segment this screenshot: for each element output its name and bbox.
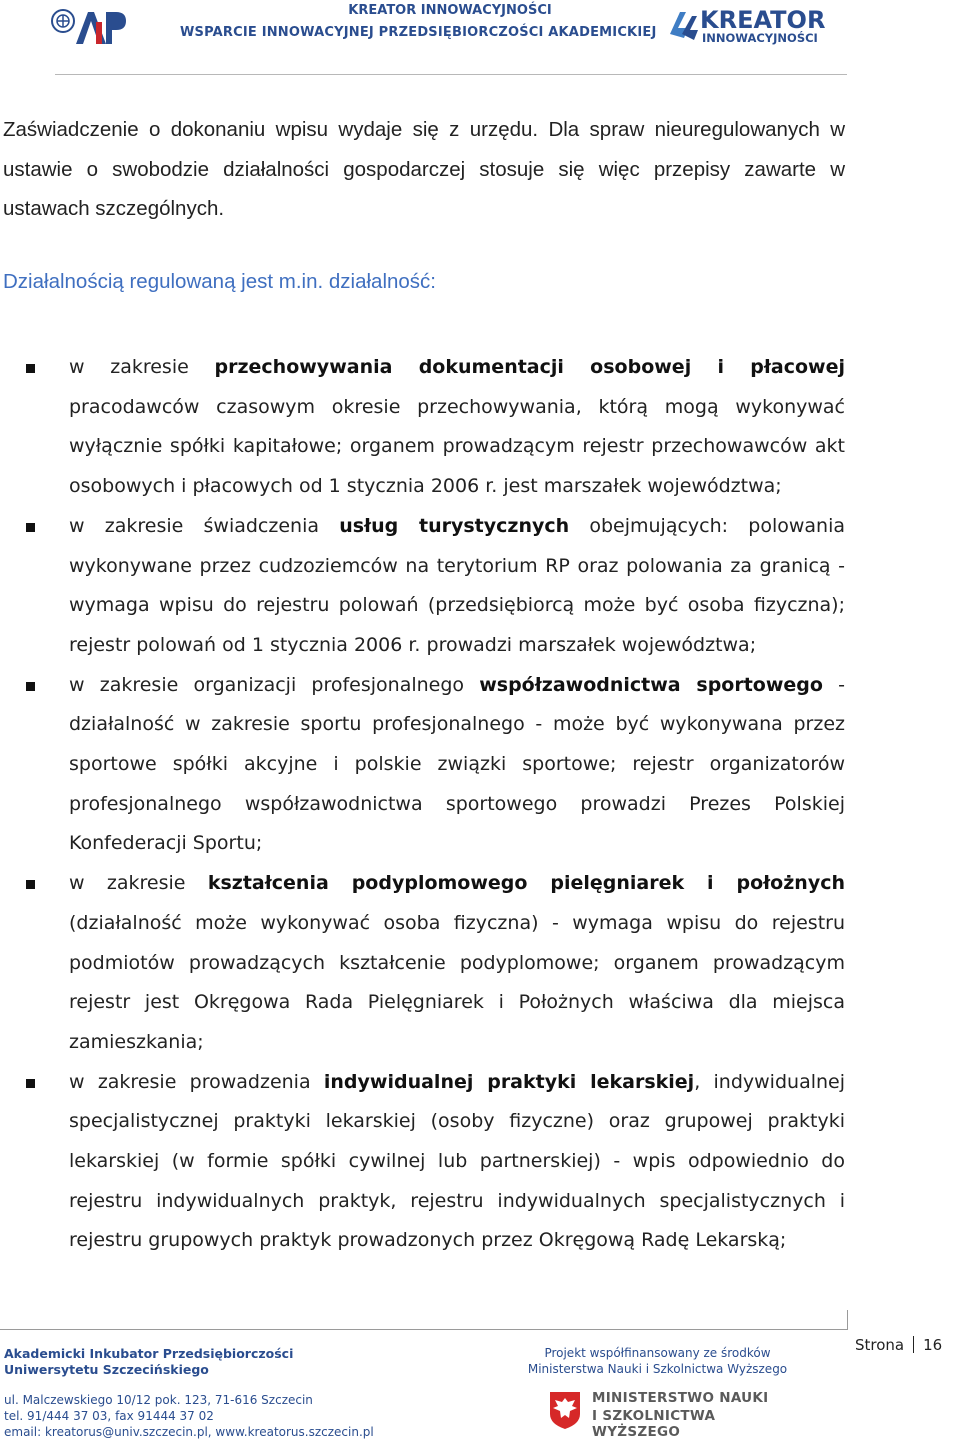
header-divider <box>55 74 847 75</box>
footer-org-line1: Akademicki Inkubator Przedsiębiorczości <box>4 1346 294 1361</box>
item-text-bold: przechowywania dokumentacji osobowej i płacowej <box>214 356 845 378</box>
page-label: Strona <box>855 1336 905 1354</box>
bullet-square-icon <box>26 523 35 532</box>
bullet-square-icon <box>26 682 35 691</box>
footer-address: ul. Malczewskiego 10/12 pok. 123, 71-616 Szczecin <box>4 1393 313 1407</box>
list-item <box>0 507 845 666</box>
footer-phone: tel. 91/444 37 03, fax 91444 37 02 <box>4 1409 214 1423</box>
footer-project-line1: Projekt współfinansowany ze środków <box>544 1346 771 1360</box>
regulated-activities-list <box>0 348 845 1261</box>
item-text-post: , indywidualnej specjalistycznej praktyki lekarskiej (osoby fizyczne) oraz grupowej praktyki lekarskiej (w formie spółki cywilnej lub partnerskiej) - wpis odpowiednio do rejestru indywidualnych praktyk, rejestru indywidualnych specjalistycznych i rejestru grupowych praktyk prowadzonych przez Okręgową Radę Lekarską; <box>69 1070 845 1252</box>
item-text-post: (działalność może wykonywać osoba fizyczna) - wymaga wpisu do rejestru podmiotów prowadzących kształcenie podyplomowe; organem prowadzącym rejestr jest Okręgowa Rada Pielęgniarek i Położnych właściwa dla miejsca zamieszkania; <box>69 911 845 1053</box>
bullet-square-icon <box>26 880 35 889</box>
list-item <box>0 864 845 1063</box>
ministry-logo-line2: I SZKOLNICTWA WYŻSZEGO <box>592 1408 716 1440</box>
section-heading: Działalnością regulowaną jest m.in. działalność: <box>3 270 436 293</box>
ministry-logo-line1: MINISTERSTWO NAUKI <box>592 1390 769 1406</box>
item-text-post: pracodawców czasowym okresie przechowywania, którą mogą wykonywać wyłącznie spółki kapitałowe; organem prowadzącym rejestr przechowawców akt osobowych i płacowych od 1 stycznia 2006 r. jest marszałek województwa; <box>69 395 845 498</box>
item-text-pre: w zakresie organizacji profesjonalnego <box>69 673 480 696</box>
page-number-value: 16 <box>923 1336 943 1354</box>
ministry-logo <box>592 1390 782 1440</box>
item-text-pre: w zakresie <box>69 872 208 895</box>
item-text-bold: usług turystycznych <box>339 514 570 537</box>
footer-project-line2: Ministerstwa Nauki i Szkolnictwa Wyższego <box>527 1362 788 1376</box>
bullet-square-icon <box>26 364 35 373</box>
footer-email: email: kreatorus@univ.szczecin.pl, www.kreatorus.szczecin.pl <box>4 1425 374 1439</box>
item-text-pre: w zakresie świadczenia <box>69 514 340 537</box>
item-text-bold: współzawodnictwa sportowego <box>479 673 823 696</box>
kreator-logo-line1: KREATOR <box>700 6 826 34</box>
page-number-separator <box>913 1336 914 1353</box>
list-item <box>0 1063 845 1262</box>
page-header <box>0 0 960 76</box>
aip-logo-icon <box>48 4 126 48</box>
kreator-logo-line2: INNOWACYJNOŚCI <box>702 31 818 45</box>
list-item <box>0 666 845 865</box>
item-text-pre: w zakresie prowadzenia <box>69 1070 324 1093</box>
intro-section <box>3 110 845 229</box>
footer-divider <box>0 1329 848 1330</box>
kreator-logo <box>666 4 834 46</box>
item-text-post: - działalność w zakresie sportu profesjonalnego - może być wykonywana przez sportowe spółki akcyjne i polskie związki sportowe; rejestr organizatorów profesjonalnego współzawodnictwa sportowego prowadzi Prezes Polskiej Konfederacji Sportu; <box>69 673 845 855</box>
polish-eagle-icon <box>548 1390 582 1430</box>
footer-vertical-divider <box>847 1310 848 1330</box>
intro-paragraph: Zaświadczenie o dokonaniu wpisu wydaje się z urzędu. Dla spraw nieuregulowanych w ustawie o swobodzie działalności gospodarczej stosuje się więc przepisy zawarte w ustawach szczególnych. <box>3 118 845 220</box>
footer-org-line2: Uniwersytetu Szczecińskiego <box>4 1362 209 1377</box>
item-text-bold: indywidualnej praktyki lekarskiej <box>323 1070 695 1093</box>
list-item <box>0 348 845 507</box>
item-text-pre: w zakresie <box>69 356 215 378</box>
item-text-post: obejmujących: polowania wykonywane przez cudzoziemców na terytorium RP oraz polowania za granicą - wymaga wpisu do rejestru polowań (przedsiębiorcą może być osoba fizyczna); rejestr polowań od 1 stycznia 2006 r. prowadzi marszałek województwa; <box>69 514 845 656</box>
item-text-bold: kształcenia podyplomowego pielęgniarek i położnych <box>207 872 845 895</box>
page-number <box>855 1336 942 1354</box>
header-subtitle: WSPARCIE INNOWACYJNEJ PRZEDSIĘBIORCZOŚCI AKADEMICKIEJ <box>180 25 657 40</box>
header-title: KREATOR INNOWACYJNOŚCI <box>348 3 552 18</box>
bullet-square-icon <box>26 1079 35 1088</box>
